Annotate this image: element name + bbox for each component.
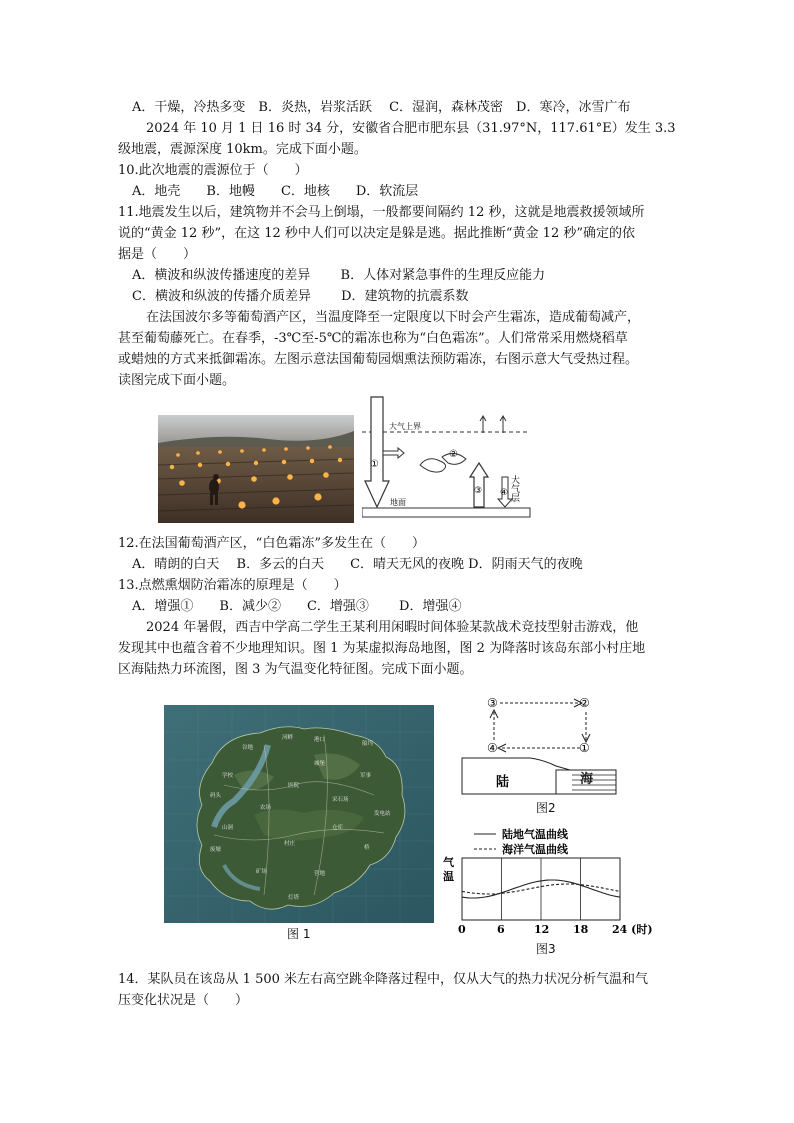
x-tick: 24 (时): [612, 923, 653, 936]
place-label: 军事: [360, 773, 372, 779]
place-label: 灯塔: [288, 895, 300, 901]
ylabel-char-1: 气: [443, 856, 454, 869]
q10-options: A．地壳 B．地幔 C．地核 D．软流层: [132, 184, 419, 199]
passage-frost-1: 在法国波尔多等葡萄酒产区，当温度降至一定限度以下时会产生霜冻，造成葡萄减产，: [146, 310, 641, 325]
q11-stem-3: 据是（ ）: [118, 247, 197, 262]
fig3-caption: 图3: [536, 942, 556, 956]
place-label: 港口: [314, 737, 326, 743]
place-label: 码头: [210, 793, 222, 799]
fig1-caption: 图 1: [287, 927, 311, 941]
place-label: 废墟: [210, 847, 222, 853]
x-tick: 12: [534, 923, 550, 936]
passage-earthquake-2: 级地震，震源深度 10km。完成下面小题。: [118, 142, 367, 157]
atmosphere-top-label: 大气上界: [389, 422, 421, 431]
outgoing-arrow-2: [500, 416, 506, 433]
label-n4: ④: [500, 488, 509, 498]
land-label: 陆: [496, 775, 510, 790]
label-n1: ①: [370, 459, 379, 470]
passage-game-3: 区海陆热力环流图，图 3 为气温变化特征图。完成下面小题。: [118, 662, 473, 677]
ylabel-char-2: 温: [443, 870, 454, 883]
q11-stem-1: 11.地震发生以后，建筑物并不会马上倒塌，一般都要间隔约 12 秒，这就是地震救援领域所: [118, 205, 645, 220]
fig2-caption: 图2: [536, 801, 556, 815]
q11-stem-2: 说的“黄金 12 秒”，在这 12 秒中人们可以决定是躲是逃。据此推断“黄金 12 秒”确定的依: [118, 226, 636, 241]
island-map: [164, 705, 434, 923]
passage-game-2: 发现其中也蕴含着不少地理知识。图 1 为某虚拟海岛地图，图 2 为降落时该岛东部小村庄地: [118, 641, 646, 656]
x-tick: 6: [497, 923, 505, 936]
vineyard-photo: [158, 415, 354, 523]
place-label: 学校: [222, 773, 234, 779]
label-n3: ③: [474, 486, 483, 496]
passage-frost-3: 或蜡烛的方式来抵御霜冻。左图示意法国葡萄园烟熏法预防霜冻，右图示意大气受热过程。: [118, 352, 639, 367]
q12-options: A．晴朗的白天 B．多云的白天 C．晴天无风的夜晚 D．阴雨天气的夜晚: [132, 557, 583, 572]
label-n2: ②: [579, 696, 590, 710]
place-label: 营地: [314, 871, 326, 877]
passage-frost-2: 甚至葡萄藤死亡。在春季，-3℃至-5℃的霜冻也称为“白色霜冻”。人们常常采用燃烧稻草: [118, 331, 628, 346]
q9-options: A．干燥，冷热多变 B．炎热，岩浆活跃 C．湿润，森林茂密 D．寒冷，冰雪广布: [132, 100, 631, 115]
x-tick: 18: [573, 923, 589, 936]
passage-frost-4: 读图完成下面小题。: [118, 373, 236, 388]
passage-earthquake-1: 2024 年 10 月 1 日 16 时 34 分，安徽省合肥市肥东县（31.97°N，117.61°E）发生 3.3: [146, 121, 676, 136]
q13-options: A．增强① B．减少② C．增强③ D．增强④: [132, 599, 462, 614]
legend-sea-label: 海洋气温曲线: [502, 843, 568, 856]
ground-radiation-arrow: [470, 463, 488, 507]
q14-stem-2: 压变化状况是（ ）: [118, 993, 249, 1008]
q12-stem: 12.在法国葡萄酒产区，“白色霜冻”多发生在（ ）: [118, 536, 425, 551]
place-label: 城堡: [314, 761, 326, 767]
temperature-chart: [440, 826, 662, 938]
place-label: 船坞: [362, 741, 374, 747]
reflection-arrow: [383, 448, 404, 458]
q11-options-cd: C．横波和纵波的传播介质差异 D．建筑物的抗震系数: [132, 289, 469, 304]
q13-stem: 13.点燃熏烟防治霜冻的原理是（ ）: [118, 578, 347, 593]
place-label: 河畔: [282, 735, 294, 741]
q14-stem-1: 14．某队员在该岛从 1 500 米左右高空跳伞降落过程中，仅从大气的热力状况分析气温和气: [118, 972, 649, 987]
label-n2: ②: [449, 449, 458, 460]
ground-bar: [362, 508, 530, 517]
label-n3: ③: [487, 696, 498, 710]
outgoing-arrow-1: [480, 416, 486, 433]
place-label: 矿场: [256, 869, 268, 875]
atmosphere-heating-diagram: [362, 395, 532, 523]
ground-label: 地面: [390, 498, 406, 507]
place-label: 发电站: [374, 811, 391, 817]
label-n1: ①: [579, 741, 590, 755]
x-tick: 0: [458, 923, 466, 936]
cloud-shape-1: [420, 459, 446, 472]
label-n4: ④: [487, 741, 498, 755]
place-label: 桥: [364, 845, 370, 851]
legend-land-label: 陆地气温曲线: [502, 828, 568, 841]
place-label: 仓库: [332, 825, 344, 831]
atmosphere-layer-label: 大气层: [509, 475, 519, 502]
sea-label: 海: [580, 772, 594, 787]
passage-game-1: 2024 年暑假，西吉中学高二学生王某利用闲暇时间体验某款战术竞技型射击游戏，他: [146, 620, 639, 635]
land-profile: [462, 758, 570, 794]
sea-land-circulation-diagram: [460, 692, 620, 798]
place-label: 谷地: [242, 745, 254, 751]
place-label: 医院: [288, 783, 300, 789]
place-label: 村庄: [284, 841, 296, 847]
q11-options-ab: A．横波和纵波传播速度的差异 B．人体对紧急事件的生理反应能力: [132, 268, 546, 283]
q10-stem: 10.此次地震的震源位于（ ）: [118, 163, 308, 178]
place-label: 山洞: [222, 825, 234, 831]
place-label: 采石场: [332, 797, 349, 803]
place-label: 农场: [260, 805, 272, 811]
